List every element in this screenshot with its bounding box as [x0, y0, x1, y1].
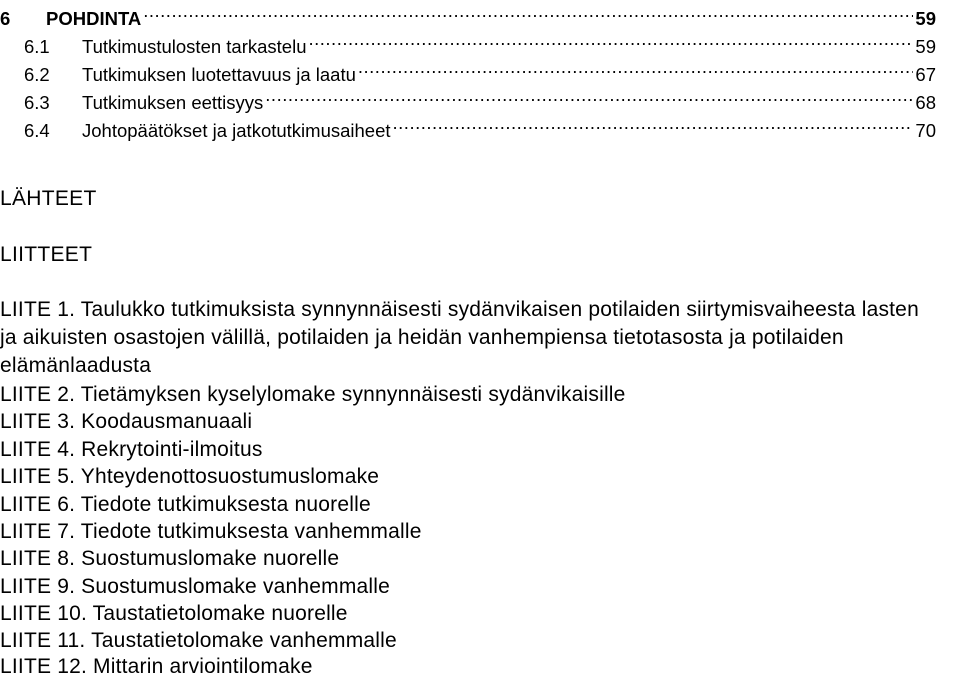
toc-chapter-title: POHDINTA — [46, 8, 142, 29]
appendix-item-11[interactable]: LIITE 11. Taustatietolomake vanhemmalle — [0, 629, 397, 652]
appendix-item-12[interactable]: LIITE 12. Mittarin arviointilomake — [0, 655, 313, 678]
toc-section-number: 6.1 — [24, 36, 50, 57]
appendix-item-10[interactable]: LIITE 10. Taustatietolomake nuorelle — [0, 602, 348, 625]
appendix-item-7[interactable]: LIITE 7. Tiedote tutkimuksesta vanhemmalle — [0, 520, 422, 543]
toc-section-title: Tutkimuksen luotettavuus ja laatu — [82, 64, 356, 85]
toc-section-number: 6.3 — [24, 92, 50, 113]
appendix-item-4[interactable]: LIITE 4. Rekrytointi-ilmoitus — [0, 438, 263, 461]
toc-section-number: 6.2 — [24, 64, 50, 85]
toc-page-number: 59 — [915, 8, 936, 29]
toc-section-title: Tutkimuksen eettisyys — [82, 92, 264, 113]
toc-leader-dots — [265, 87, 913, 109]
toc-section-6-3[interactable] — [24, 87, 936, 114]
appendix-item-9[interactable]: LIITE 9. Suostumuslomake vanhemmalle — [0, 575, 391, 598]
toc-section-6-2[interactable] — [24, 59, 936, 86]
toc-section-number: 6.4 — [24, 120, 50, 141]
appendix-item-8[interactable]: LIITE 8. Suostumuslomake nuorelle — [0, 547, 340, 570]
toc-leader-dots — [309, 31, 914, 53]
toc-leader-dots — [143, 3, 913, 25]
appendix-item-1[interactable]: LIITE 1. Taulukko tutkimuksista synnynnäisesti sydänvikaisen potilaiden siirtymisvaiheesta lasten ja aikuisten osastojen välillä, potilaiden ja heidän vanhempiensa tietotasosta ja potilaiden elämänlaadusta — [0, 298, 919, 377]
toc-page-number: 67 — [915, 64, 936, 85]
toc-section-title: Tutkimustulosten tarkastelu — [82, 36, 307, 57]
toc-leader-dots — [393, 115, 914, 137]
toc-chapter-6[interactable] — [0, 3, 936, 30]
references-heading[interactable]: LÄHTEET — [0, 187, 97, 210]
toc-page-number: 68 — [915, 92, 936, 113]
appendix-item-3[interactable]: LIITE 3. Koodausmanuaali — [0, 410, 253, 433]
appendix-item-2[interactable]: LIITE 2. Tietämyksen kyselylomake synnynnäisesti sydänvikaisille — [0, 383, 626, 406]
toc-section-6-4[interactable] — [24, 115, 936, 142]
toc-chapter-number: 6 — [0, 8, 11, 29]
appendix-item-6[interactable]: LIITE 6. Tiedote tutkimuksesta nuorelle — [0, 493, 371, 516]
toc-section-title: Johtopäätökset ja jatkotutkimusaiheet — [82, 120, 391, 141]
toc-page-number: 59 — [915, 36, 936, 57]
toc-leader-dots — [358, 59, 914, 81]
toc-page-number: 70 — [915, 120, 936, 141]
appendix-item-5[interactable]: LIITE 5. Yhteydenottosuostumuslomake — [0, 465, 380, 488]
toc-section-6-1[interactable] — [24, 31, 936, 58]
appendices-heading[interactable]: LIITTEET — [0, 243, 93, 266]
